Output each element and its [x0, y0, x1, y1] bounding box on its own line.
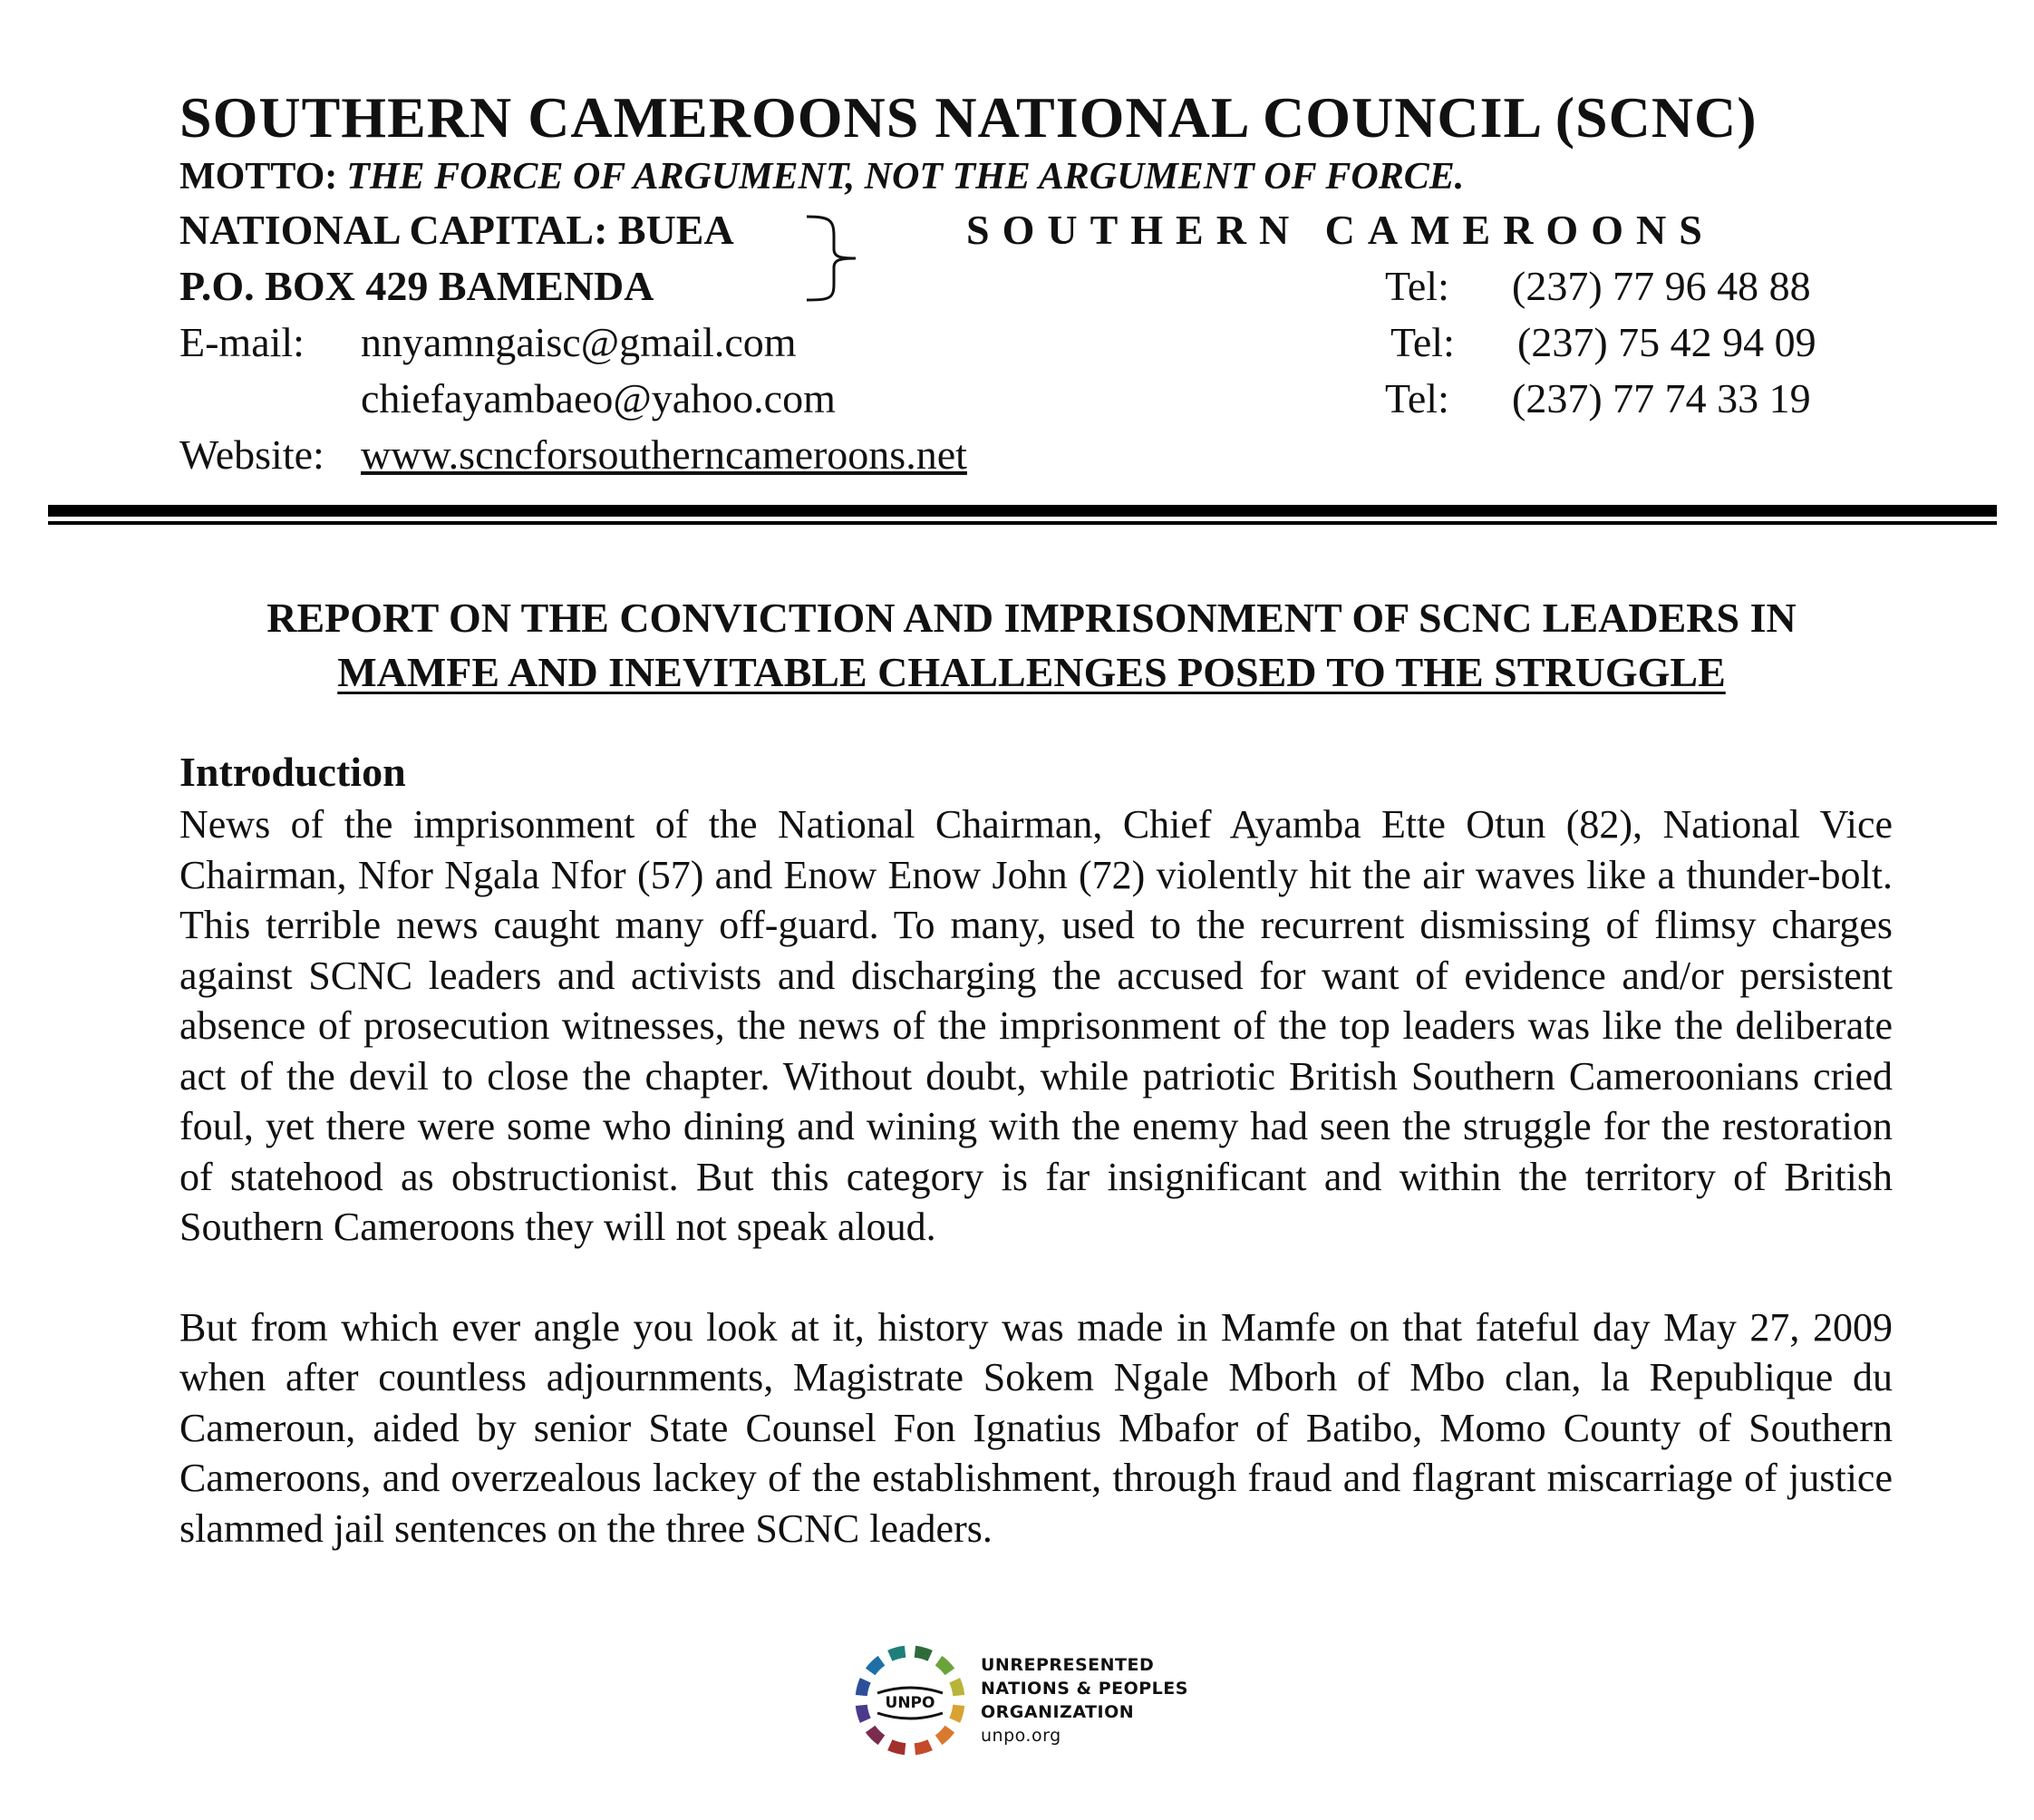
po-box: P.O. BOX 429 BAMENDA [179, 263, 654, 309]
logo-ring-text: UNPO [885, 1694, 935, 1712]
email-label: E-mail: [179, 319, 305, 365]
logo-ring-segment [861, 1705, 866, 1720]
logo-wordmark [981, 1653, 1188, 1747]
email-row-1 [179, 315, 1884, 371]
unpo-ring-icon [852, 1642, 968, 1758]
logo-ring-segment [890, 1745, 906, 1749]
website-label: Website: [179, 431, 324, 478]
introduction-section [179, 745, 1893, 1554]
tel-number-3: (237) 77 74 33 19 [1512, 375, 1811, 421]
logo-ring-segment [954, 1680, 959, 1696]
email-address-1[interactable]: nnyamngaisc@gmail.com [361, 319, 797, 365]
paragraph-2: But from which ever angle you look at it, history was made in Mamfe on that fateful day May 27, 2009 when after countless adjournments, Magistrate Sokem Ngale Mborh of Mbo clan, la Republique du Cameroun, aided by senior State Counsel Fon Ignatius Mbafor of Batibo, Momo County of Southern Cameroons, and overzealous lackey of the establishment, through fraud and flagrant miscarriage of justice slammed jail sentences on the three SCNC leaders. [179, 1304, 1893, 1551]
section-heading: Introduction [179, 749, 406, 795]
logo-ring-segment [939, 1729, 950, 1740]
motto-line [179, 151, 1884, 202]
pobox-row [179, 258, 1884, 315]
logo-line-1: UNREPRESENTED [981, 1655, 1155, 1675]
header-rule-thick [48, 505, 1997, 517]
report-title [179, 591, 1884, 700]
tel-line-2 [1390, 315, 1816, 371]
email-row-2 [179, 371, 1884, 427]
unpo-logo [852, 1642, 1233, 1760]
letterhead [179, 86, 1884, 483]
logo-ring-segment [915, 1745, 930, 1749]
right-brace-icon [805, 213, 859, 304]
logo-ring-segment [915, 1651, 930, 1656]
tel-label: Tel: [1385, 263, 1449, 309]
website-row [179, 427, 1884, 483]
logo-line-2: NATIONS & PEOPLES [981, 1679, 1188, 1699]
tel-number-2: (237) 75 42 94 09 [1517, 319, 1816, 365]
header-rule-thin [48, 521, 1997, 525]
country-name: SOUTHERN CAMEROONS [966, 207, 1715, 253]
tel-line-3 [1385, 371, 1811, 427]
logo-ring-segment [861, 1680, 866, 1696]
national-capital: NATIONAL CAPITAL: BUEA [179, 207, 734, 253]
logo-ring-segment [954, 1705, 959, 1720]
logo-ring-segment [870, 1729, 881, 1740]
email-address-2[interactable]: chiefayambaeo@yahoo.com [361, 375, 836, 421]
report-title-line-1: REPORT ON THE CONVICTION AND IMPRISONMENT OF SCNC LEADERS IN [266, 595, 1797, 641]
logo-line-3: ORGANIZATION [981, 1702, 1135, 1722]
organization-name: SOUTHERN CAMEROONS NATIONAL COUNCIL (SCNC) [179, 85, 1758, 150]
capital-row [179, 202, 1884, 258]
logo-ring-segment [939, 1660, 950, 1671]
website-link[interactable]: www.scncforsoutherncameroons.net [361, 431, 967, 478]
logo-ring-segment [870, 1660, 881, 1671]
logo-ring-segment [890, 1651, 906, 1656]
report-title-line-2: MAMFE AND INEVITABLE CHALLENGES POSED TO THE STRUGGLE [337, 649, 1726, 695]
tel-label: Tel: [1385, 375, 1449, 421]
motto-label: MOTTO: [179, 156, 338, 198]
motto-text: THE FORCE OF ARGUMENT, NOT THE ARGUMENT OF FORCE. [346, 156, 1465, 198]
tel-line-1 [1385, 258, 1811, 315]
tel-number-1: (237) 77 96 48 88 [1512, 263, 1811, 309]
tel-label: Tel: [1390, 319, 1455, 365]
paragraph-1: News of the imprisonment of the National Chairman, Chief Ayamba Ette Otun (82), National Vice Chairman, Nfor Ngala Nfor (57) and Enow Enow John (72) violently hit the air waves like a thunder-bolt. This terrible news caught many off-guard. To many, used to the recurrent dismissing of flimsy charges against SCNC leaders and activists and discharging the accused for want of evidence and/or persistent absence of prosecution witnesses, the news of the imprisonment of the top leaders was like the deliberate act of the devil to close the chapter. Without doubt, while patriotic British Southern Cameroonians cried foul, yet there were some who dining and wining with the enemy had seen the struggle for the restoration of statehood as obstructionist. But this category is far insignificant and within the territory of British Southern Cameroons they will not speak aloud. [179, 802, 1893, 1249]
logo-url: unpo.org [981, 1726, 1061, 1746]
